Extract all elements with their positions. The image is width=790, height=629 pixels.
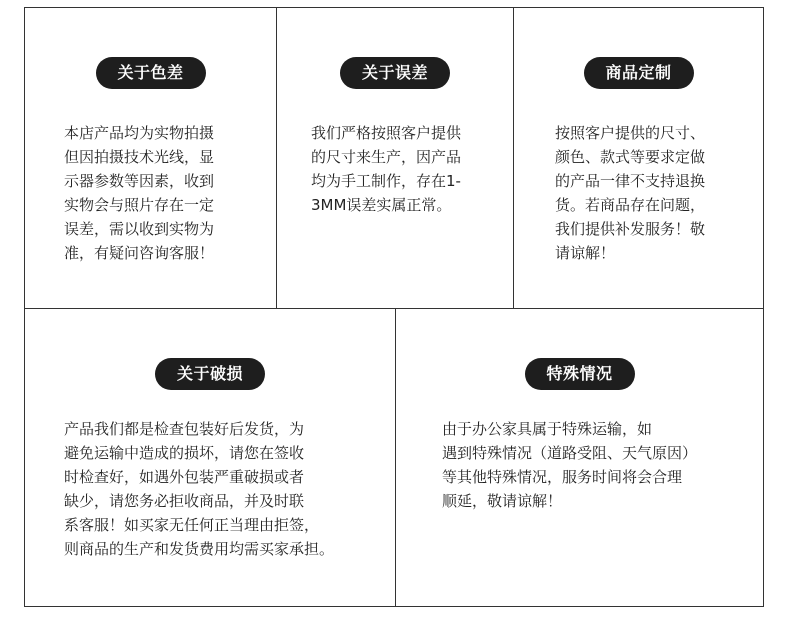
section-title-badge: 关于误差 <box>340 57 450 89</box>
section-special-circumstances <box>395 308 763 606</box>
body-line: 我们严格按照客户提供 <box>311 124 462 142</box>
body-line: 本店产品均为实物拍摄 <box>64 124 215 142</box>
body-line: 我们提供补发服务！敬 <box>555 220 706 238</box>
body-line: 顺延，敬请谅解！ <box>442 492 563 510</box>
section-color-difference <box>25 8 276 308</box>
section-body <box>442 417 697 513</box>
body-line: 货。若商品存在问题， <box>555 196 706 214</box>
body-line: 的产品一律不支持退换 <box>555 172 706 190</box>
body-line: 产品我们都是检查包装好后发货，为 <box>64 420 305 438</box>
body-line: 请谅解！ <box>555 244 616 262</box>
body-line: 时检查好，如遇外包装严重破损或者 <box>64 468 305 486</box>
notice-grid <box>24 7 764 607</box>
body-line: 准，有疑问咨询客服！ <box>64 244 215 262</box>
notice-row-bottom <box>25 308 763 606</box>
body-line: 等其他特殊情况，服务时间将会合理 <box>442 468 683 486</box>
section-title-badge: 特殊情况 <box>524 358 634 390</box>
body-line: 示器参数等因素，收到 <box>64 172 215 190</box>
section-body <box>555 121 705 265</box>
body-line: 颜色、款式等要求定做 <box>555 148 706 166</box>
body-line: 则商品的生产和发货费用均需买家承担。 <box>64 540 335 558</box>
section-body <box>311 121 461 217</box>
section-body <box>64 417 334 561</box>
body-line: 3MM误差实属正常。 <box>311 196 452 214</box>
section-custom-order <box>513 8 763 308</box>
section-title-badge: 关于破损 <box>155 358 265 390</box>
body-line: 系客服！如买家无任何正当理由拒签， <box>64 516 320 534</box>
section-title-badge: 商品定制 <box>583 57 693 89</box>
body-line: 实物会与照片存在一定 <box>64 196 215 214</box>
section-size-tolerance <box>276 8 513 308</box>
body-line: 避免运输中造成的损坏，请您在签收 <box>64 444 305 462</box>
body-line: 遇到特殊情况（道路受阻、天气原因） <box>442 444 698 462</box>
body-line: 均为手工制作，存在1- <box>311 172 461 190</box>
body-line: 但因拍摄技术光线，显 <box>64 148 215 166</box>
body-line: 按照客户提供的尺寸、 <box>555 124 706 142</box>
body-line: 缺少，请您务必拒收商品，并及时联 <box>64 492 305 510</box>
body-line: 的尺寸来生产，因产品 <box>311 148 462 166</box>
section-title-badge: 关于色差 <box>95 57 205 89</box>
body-line: 误差，需以收到实物为 <box>64 220 215 238</box>
notice-row-top <box>25 8 763 309</box>
section-body <box>64 121 214 265</box>
body-line: 由于办公家具属于特殊运输，如 <box>442 420 653 438</box>
section-damage <box>25 308 395 606</box>
